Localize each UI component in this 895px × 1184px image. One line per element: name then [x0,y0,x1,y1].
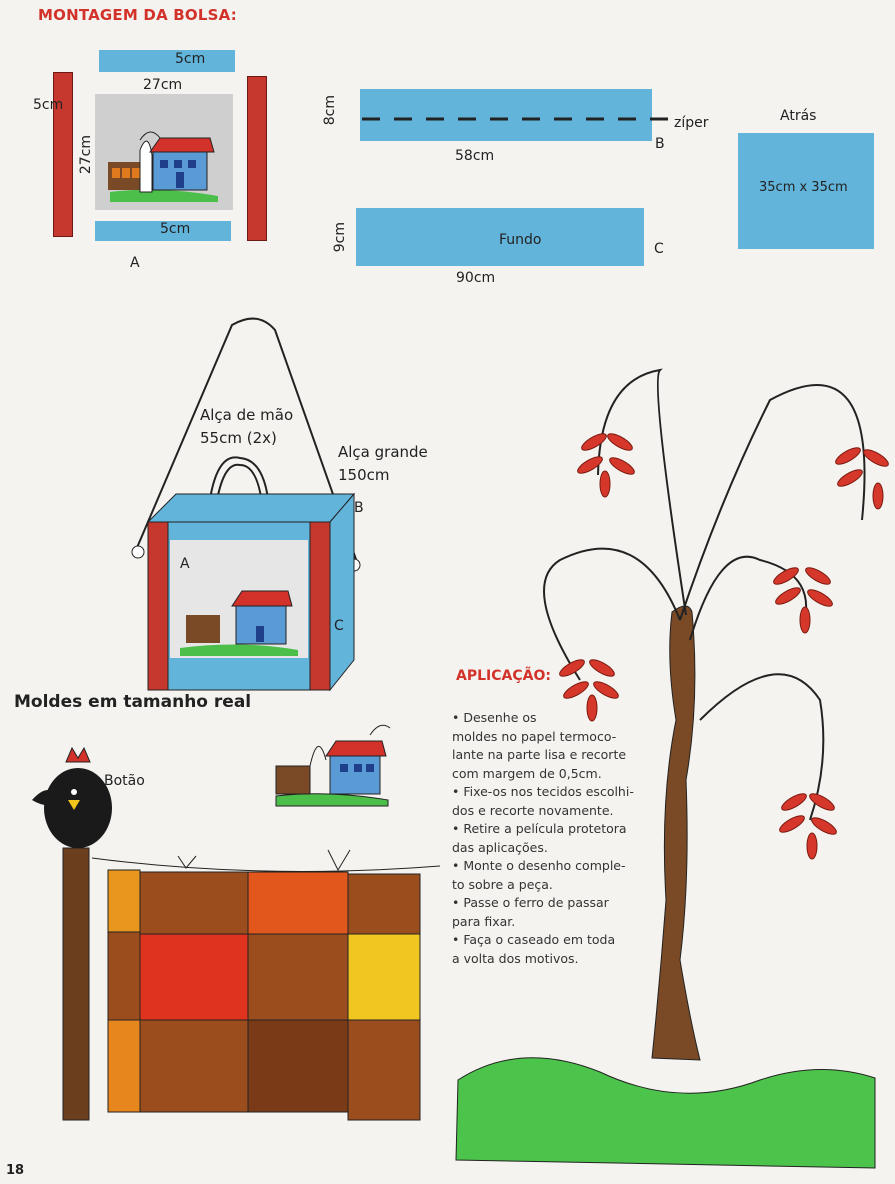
top-strip-label: 5cm [175,51,206,67]
application-line: to sobre a peça. [452,876,553,892]
panel-b-height: 8cm [322,95,338,126]
bag-illustration [132,319,360,690]
panel-a-letter: A [130,255,140,271]
application-list [452,709,634,968]
panel-c-center: Fundo [499,232,542,248]
house-pattern-icon [276,725,390,806]
big-strap-label-line1: Alça grande [338,443,428,461]
application-line: para fixar. [452,913,516,929]
hand-strap-label-line1: Alça de mão [200,406,294,424]
side-label: 5cm [33,97,64,113]
application-title: APLICAÇÃO: [456,668,551,684]
patterns-title: Moldes em tamanho real [14,692,252,712]
back-size: 35cm x 35cm [759,180,848,195]
application-line: • Retire a película protetora [452,821,627,836]
panel-c-letter: C [654,241,664,257]
panel-b-length: 58cm [455,148,495,164]
page-title: MONTAGEM DA BOLSA: [38,6,237,24]
bag-letter-a: A [180,556,190,572]
zipper-label: zíper [674,115,709,131]
application-line: moldes no papel termoco- [452,728,617,744]
page-number: 18 [6,1163,25,1178]
bag-letter-b: B [354,500,364,516]
application-line: com margem de 0,5cm. [452,765,602,781]
patchwork-quilt [92,850,440,1120]
bag-letter-c: C [334,618,344,634]
back-heading: Atrás [780,108,817,124]
bottom-strip-label: 5cm [160,221,191,237]
application-line: • Faça o caseado em toda [452,932,616,947]
width-label: 27cm [143,77,183,93]
bird-icon [32,748,112,1120]
application-line: das aplicações. [452,839,548,855]
application-line: • Fixe-os nos tecidos escolhi- [452,784,634,799]
hand-strap-label-line2: 55cm (2x) [200,429,277,447]
application-line: a volta dos motivos. [452,950,579,966]
panel-c-height: 9cm [332,222,348,253]
panel-c-length: 90cm [456,270,496,286]
big-strap-label-line2: 150cm [338,466,390,484]
house-icon-a [108,132,218,202]
application-line: • Passe o ferro de passar [452,895,609,910]
application-line: • Desenhe os [452,710,537,725]
button-label: Botão [104,773,145,789]
application-line: dos e recorte novamente. [452,802,614,818]
height-label: 27cm [78,135,94,175]
panel-b-letter: B [655,136,665,152]
application-line: • Monte o desenho comple- [452,858,626,873]
application-line: lante na parte lisa e recorte [452,747,627,762]
